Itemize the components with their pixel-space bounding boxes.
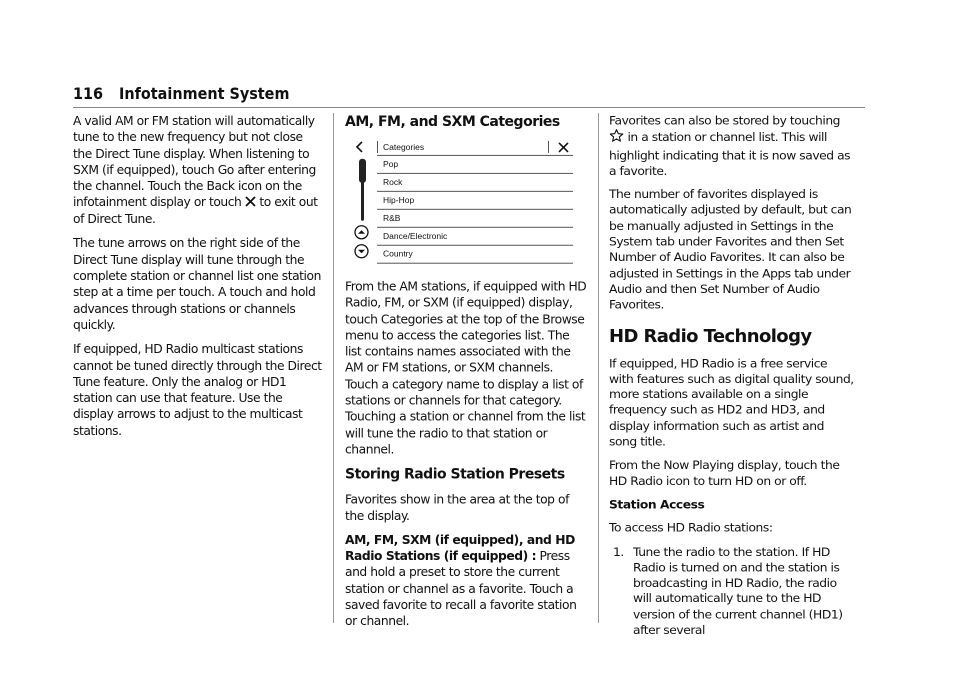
paragraph: Favorites can also be stored by touching in a station or channel list. This will highlight indicating that it is now saved as a favorite. bbox=[609, 113, 851, 178]
column-3 bbox=[609, 113, 854, 638]
list-item: 1. Tune the radio to the station. If HD Radio is turned on and the station is broadcasting in HD Radio, the radio will automatically tune to the HD version of the current channel (HD1) after several bbox=[613, 544, 843, 638]
paragraph: The number of favorites displayed is automatically adjusted by default, but can be manually adjusted in Settings in the System tab under Favorites and then Set Number of Audio Favorites. It can also be adjusted in Settings in the Apps tab under Audio and then Set Number of Audio Favorites. bbox=[609, 187, 852, 312]
star-icon bbox=[609, 129, 624, 148]
categories-screenshot bbox=[349, 139, 575, 263]
scroll-down-icon bbox=[354, 244, 369, 263]
section-heading: AM, FM, and SXM Categories bbox=[345, 113, 560, 130]
back-icon bbox=[355, 140, 365, 158]
paragraph: AM, FM, SXM (if equipped), and HD Radio Stations (if equipped) : Press and hold a preset to store the current station or channel as a favorite. Touch a saved favorite to recall a favorite station or channel. bbox=[345, 533, 577, 629]
column-divider bbox=[598, 113, 599, 623]
ordered-list bbox=[609, 544, 854, 639]
list-item: Rock bbox=[377, 174, 573, 192]
section-heading: Storing Radio Station Presets bbox=[345, 466, 565, 483]
section-heading: HD Radio Technology bbox=[609, 326, 812, 347]
paragraph: A valid AM or FM station will automatically tune to the new frequency but not close the Direct Tune display. When listening to SXM (if equipped), touch Go after entering the channel. Touch the Back icon on the infotainment display or touch to exit out of Direct Tune. bbox=[73, 114, 318, 227]
list-item: Hip-Hop bbox=[377, 192, 573, 210]
paragraph: To access HD Radio stations: bbox=[609, 521, 773, 535]
paragraph: If equipped, HD Radio multicast stations cannot be tuned directly through the Direct Tune feature. Only the analog or HD1 station can use that feature. Use the display arrows to adjust to the multicast stations. bbox=[73, 342, 322, 438]
list-item: R&B bbox=[377, 210, 573, 228]
column-1 bbox=[73, 113, 323, 447]
page-number: 116 bbox=[73, 84, 104, 103]
scrollbar-thumb bbox=[359, 159, 366, 183]
column-2 bbox=[345, 113, 588, 638]
subheading: Station Access bbox=[609, 497, 705, 512]
paragraph: From the Now Playing display, touch the HD Radio icon to turn HD on or off. bbox=[609, 458, 840, 488]
list-item: Dance/Electronic bbox=[377, 228, 573, 246]
header-rule bbox=[73, 107, 865, 108]
section-title: Infotainment System bbox=[119, 84, 290, 103]
paragraph: From the AM stations, if equipped with HD Radio, FM, or SXM (if equipped) display, touch Categories at the top of the Browse menu to access the categories list. The list contains names associated with the AM or FM stations, or SXM channels. Touch a category name to display a list of stations or channels for that category. Touching a station or channel from the list will tune the radio to that station or channel. bbox=[345, 279, 587, 457]
column-divider bbox=[333, 113, 334, 623]
scroll-up-icon bbox=[354, 225, 369, 244]
page-header bbox=[73, 84, 863, 103]
categories-title: Categories bbox=[383, 141, 425, 152]
list-item: Pop bbox=[377, 156, 573, 174]
paragraph: If equipped, HD Radio is a free service with features such as digital quality sound, more stations available on a single frequency such as HD2 and HD3, and display information such as artist and song title. bbox=[609, 356, 854, 449]
paragraph: The tune arrows on the right side of the Direct Tune display will tune through the complete station or channel list one station step at a time per touch. A touch and hold advances through stations or channels quickly. bbox=[73, 236, 321, 332]
paragraph: Favorites show in the area at the top of the display. bbox=[345, 492, 569, 523]
categories-header bbox=[377, 139, 573, 156]
list-item: Country bbox=[377, 246, 573, 264]
close-icon bbox=[245, 195, 256, 211]
close-icon bbox=[558, 141, 569, 157]
